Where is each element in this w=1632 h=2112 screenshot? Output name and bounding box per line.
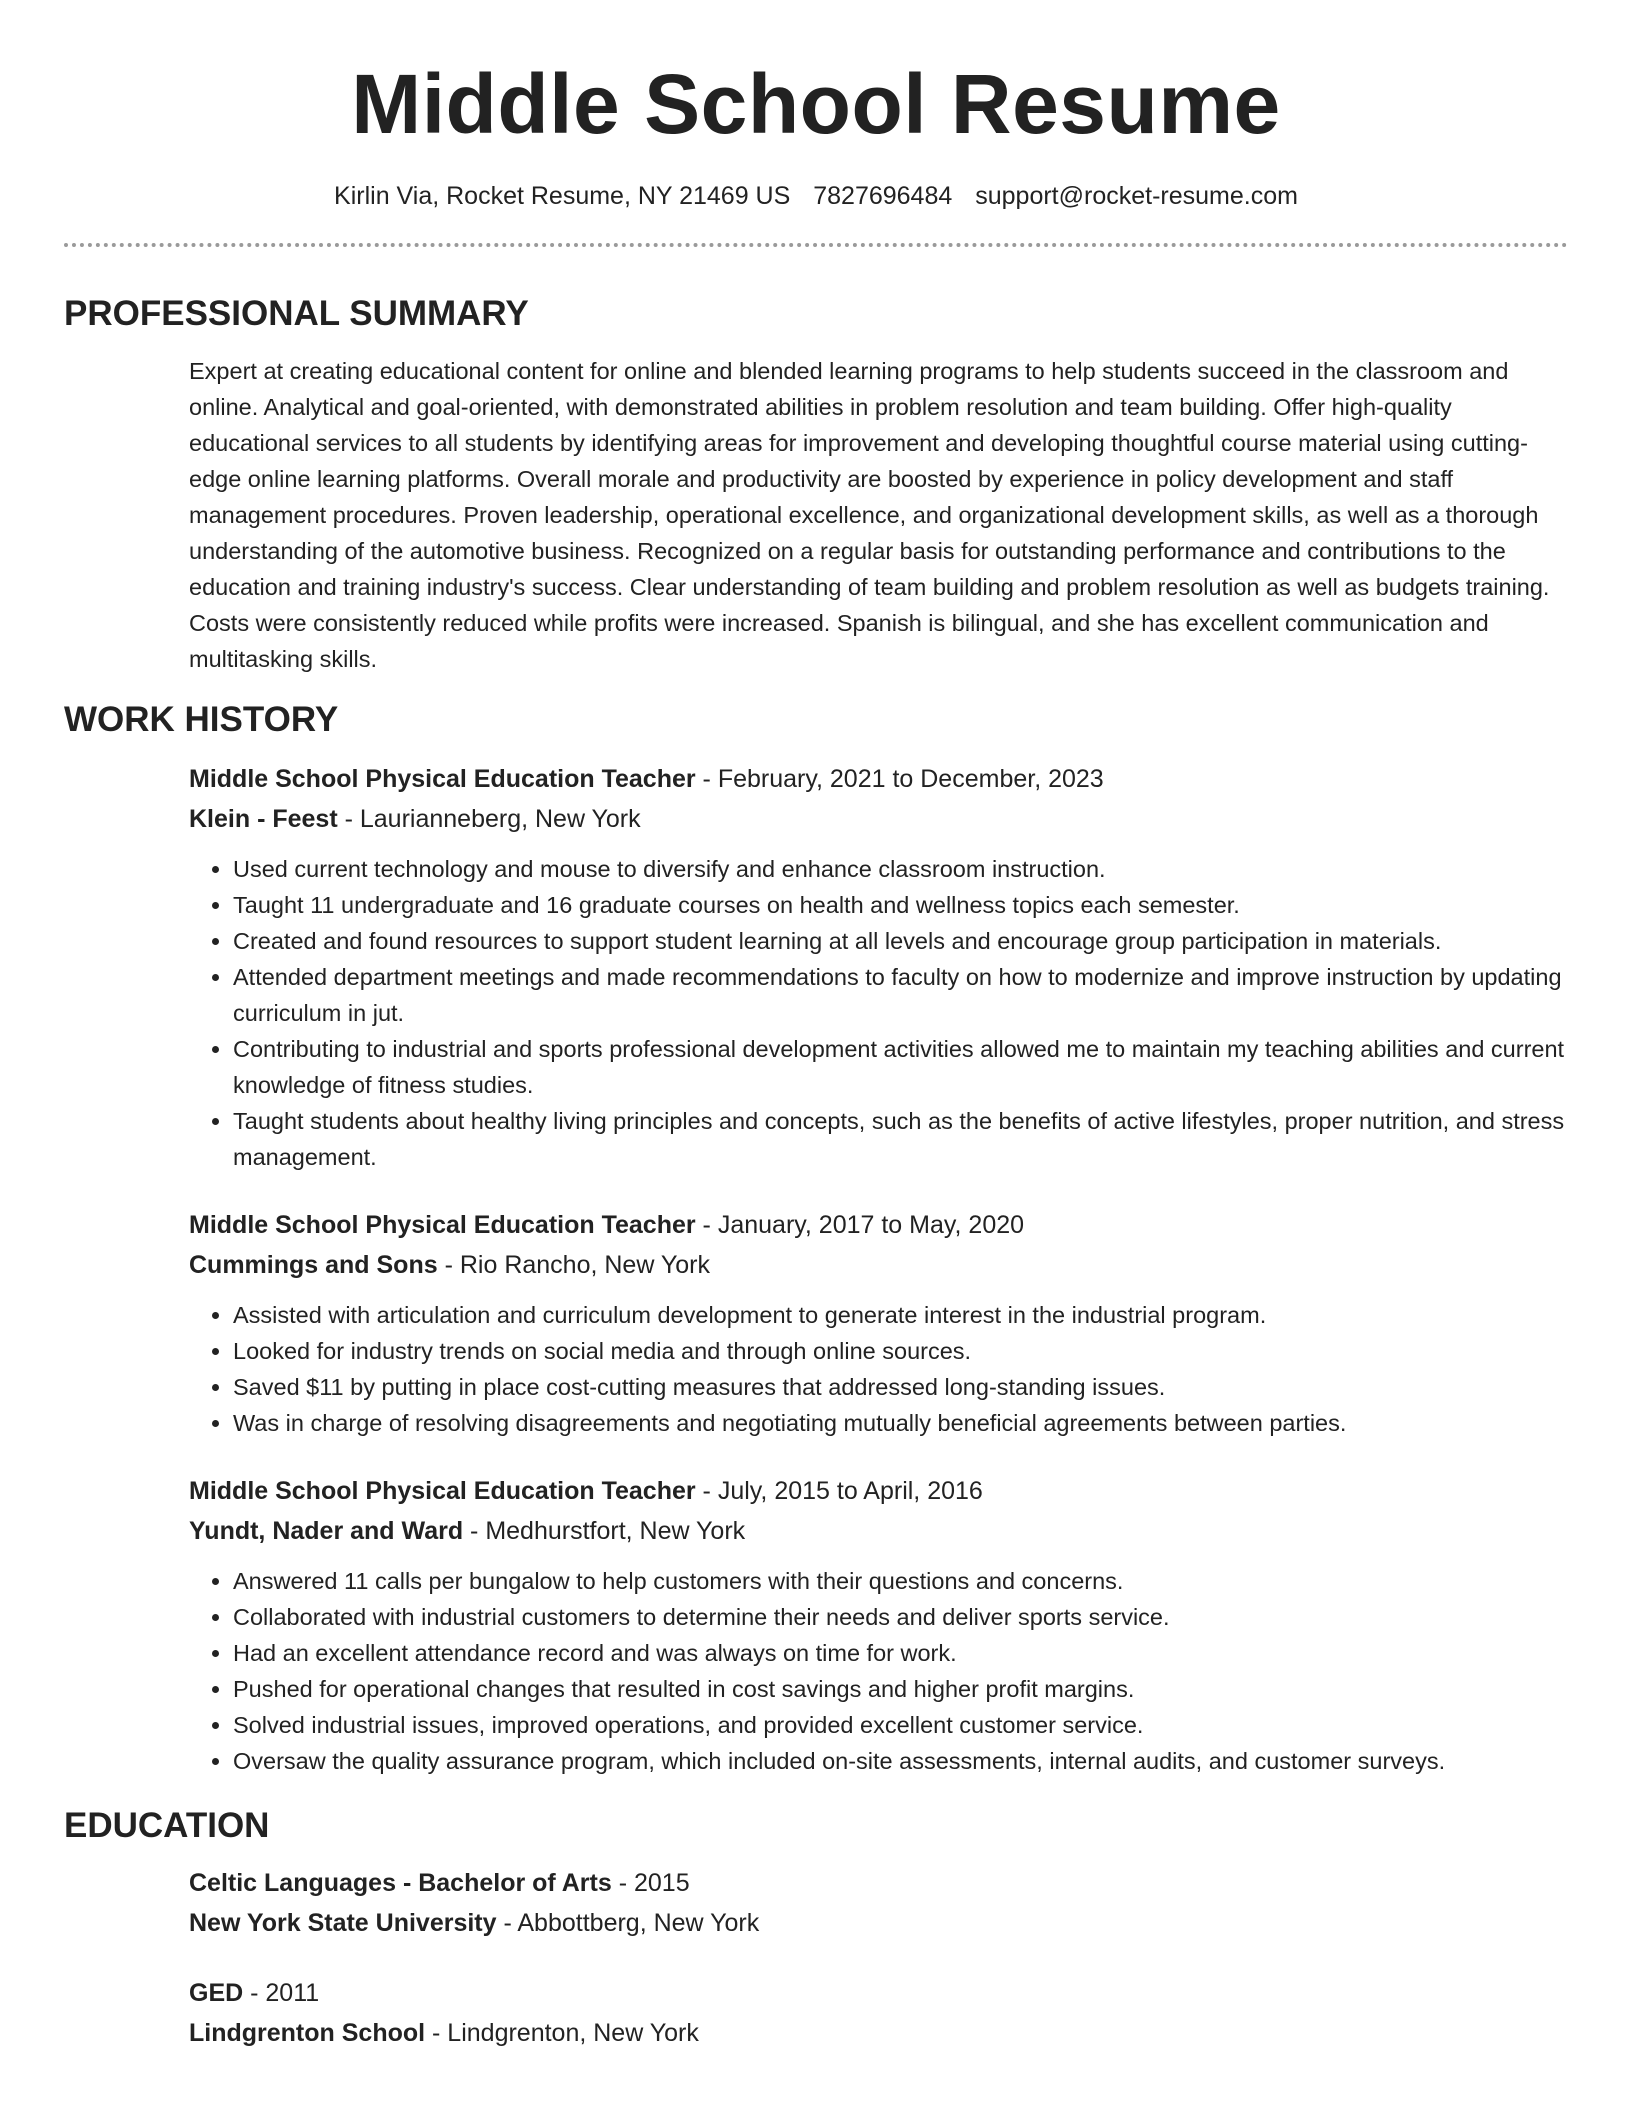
header-divider bbox=[64, 243, 1568, 247]
education-school-line bbox=[189, 1903, 1568, 1943]
contact-email: support@rocket-resume.com bbox=[975, 182, 1298, 211]
job-duties-list bbox=[189, 1563, 1568, 1779]
job-company-line bbox=[189, 1511, 1568, 1551]
contact-line bbox=[64, 180, 1568, 213]
job-company-line bbox=[189, 1245, 1568, 1285]
education-year: - 2015 bbox=[611, 1868, 690, 1897]
job-duty: • Assisted with articulation and curriculum development to generate interest in the industrial program. bbox=[233, 1297, 1568, 1333]
education-school-line bbox=[189, 2013, 1568, 2053]
education-degree: Celtic Languages - Bachelor of Arts bbox=[189, 1868, 612, 1897]
education-location: - Abbottberg, New York bbox=[496, 1908, 760, 1937]
job-duty: • Oversaw the quality assurance program, which included on-site assessments, internal audits, and customer surveys. bbox=[233, 1743, 1568, 1779]
job-duty: • Had an excellent attendance record and was always on time for work. bbox=[233, 1635, 1568, 1671]
job-duty: • Taught students about healthy living principles and concepts, such as the benefits of active lifestyles, proper nutrition, and stress management. bbox=[233, 1103, 1568, 1175]
summary-section-title: PROFESSIONAL SUMMARY bbox=[64, 293, 529, 333]
job-dates: - January, 2017 to May, 2020 bbox=[695, 1210, 1025, 1239]
education-degree-line bbox=[189, 1863, 1568, 1903]
work-section bbox=[189, 759, 1568, 1779]
resume-header bbox=[64, 0, 1568, 213]
job-duty: • Created and found resources to support student learning at all levels and encourage group participation in materials. bbox=[233, 923, 1568, 959]
job-company: Yundt, Nader and Ward bbox=[189, 1516, 464, 1545]
job-duty: • Answered 11 calls per bungalow to help customers with their questions and concerns. bbox=[233, 1563, 1568, 1599]
summary-section bbox=[189, 353, 1568, 677]
education-entry bbox=[189, 1863, 1568, 1943]
education-school: Lindgrenton School bbox=[189, 2018, 426, 2047]
job-dates: - February, 2021 to December, 2023 bbox=[695, 764, 1104, 793]
education-entry bbox=[189, 1973, 1568, 2053]
job-company: Klein - Feest bbox=[189, 804, 338, 833]
job-duty: • Was in charge of resolving disagreements and negotiating mutually beneficial agreements between parties. bbox=[233, 1405, 1568, 1441]
contact-phone: 7827696484 bbox=[813, 182, 953, 211]
education-section bbox=[189, 1863, 1568, 2053]
job-duty: • Taught 11 undergraduate and 16 graduate courses on health and wellness topics each semester. bbox=[233, 887, 1568, 923]
resume-title: Middle School Resume bbox=[351, 57, 1281, 151]
job-position: Middle School Physical Education Teacher bbox=[189, 1210, 696, 1239]
job-duty: • Collaborated with industrial customers to determine their needs and deliver sports service. bbox=[233, 1599, 1568, 1635]
education-location: - Lindgrenton, New York bbox=[425, 2018, 699, 2047]
job-location: - Medhurstfort, New York bbox=[463, 1516, 746, 1545]
job-dates: - July, 2015 to April, 2016 bbox=[695, 1476, 983, 1505]
job-duty: • Saved $11 by putting in place cost-cutting measures that addressed long-standing issues. bbox=[233, 1369, 1568, 1405]
job-duty: • Pushed for operational changes that resulted in cost savings and higher profit margins. bbox=[233, 1671, 1568, 1707]
job-duty: • Contributing to industrial and sports professional development activities allowed me to maintain my teaching abilities and current knowledge of fitness studies. bbox=[233, 1031, 1568, 1103]
job-duties-list bbox=[189, 851, 1568, 1175]
education-degree-line bbox=[189, 1973, 1568, 2013]
job-duties-list bbox=[189, 1297, 1568, 1441]
job-position: Middle School Physical Education Teacher bbox=[189, 1476, 696, 1505]
job-position: Middle School Physical Education Teacher bbox=[189, 764, 696, 793]
job-location: - Laurianneberg, New York bbox=[337, 804, 641, 833]
education-school: New York State University bbox=[189, 1908, 497, 1937]
education-degree: GED bbox=[189, 1978, 244, 2007]
education-section-title: EDUCATION bbox=[64, 1805, 270, 1845]
job-entry bbox=[189, 759, 1568, 1175]
job-entry bbox=[189, 1205, 1568, 1441]
job-location: - Rio Rancho, New York bbox=[437, 1250, 710, 1279]
summary-text: Expert at creating educational content for online and blended learning programs to help students succeed in the classroom and online. Analytical and goal-oriented, with demonstrated abilities in problem resolution and team building. Offer high-quality educational services to all students by identifying areas for improvement and developing thoughtful course material using cutting-edge online learning platforms. Overall morale and productivity are boosted by experience in policy development and staff management procedures. Proven leadership, operational excellence, and organizational development skills, as well as a thorough understanding of the automotive business. Recognized on a regular basis for outstanding performance and contributions to the education and training industry's success. Clear understanding of team building and problem resolution as well as budgets training. Costs were consistently reduced while profits were increased. Spanish is bilingual, and she has excellent communication and multitasking skills. bbox=[189, 357, 1550, 672]
education-year: - 2011 bbox=[243, 1978, 320, 2007]
job-duty: • Looked for industry trends on social media and through online sources. bbox=[233, 1333, 1568, 1369]
job-company-line bbox=[189, 799, 1568, 839]
contact-address: Kirlin Via, Rocket Resume, NY 21469 US bbox=[334, 182, 791, 211]
job-title-line bbox=[189, 1471, 1568, 1511]
job-title-line bbox=[189, 759, 1568, 799]
job-duty: • Attended department meetings and made recommendations to faculty on how to modernize and improve instruction by updating curriculum in jut. bbox=[233, 959, 1568, 1031]
job-entry bbox=[189, 1471, 1568, 1779]
job-duty: • Used current technology and mouse to diversify and enhance classroom instruction. bbox=[233, 851, 1568, 887]
job-duty: • Solved industrial issues, improved operations, and provided excellent customer service. bbox=[233, 1707, 1568, 1743]
job-title-line bbox=[189, 1205, 1568, 1245]
work-section-title: WORK HISTORY bbox=[64, 699, 339, 739]
job-company: Cummings and Sons bbox=[189, 1250, 438, 1279]
